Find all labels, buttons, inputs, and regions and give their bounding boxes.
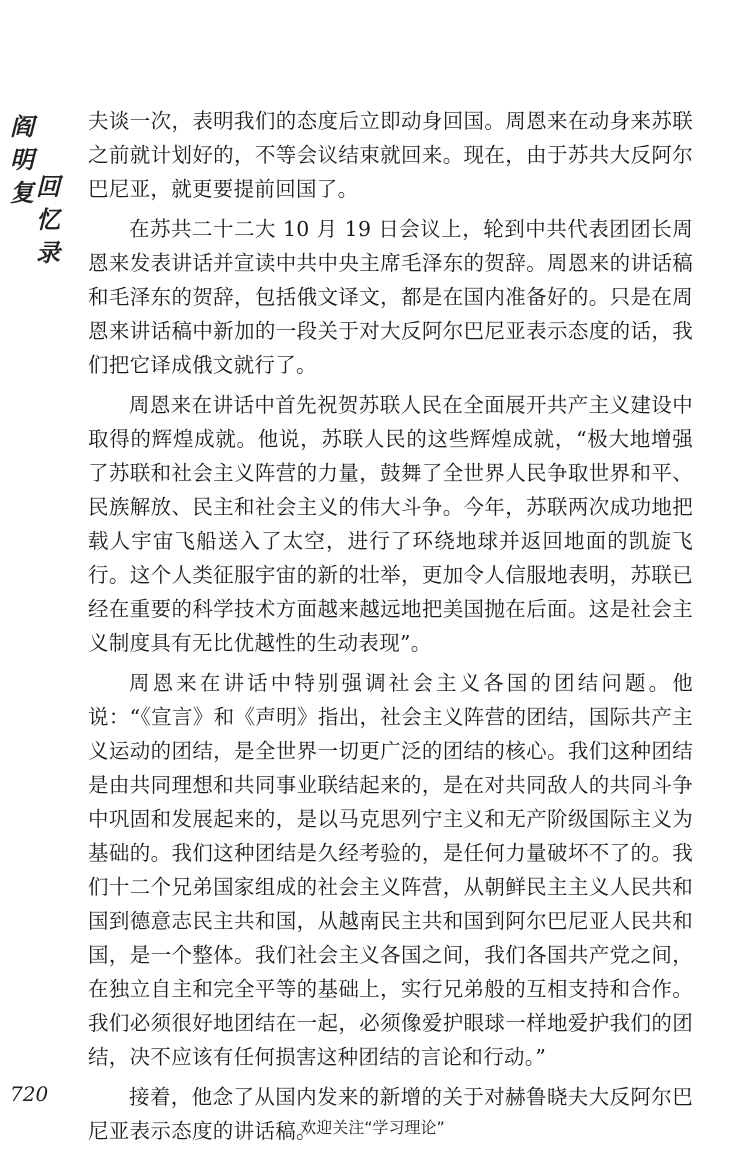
paragraph: 周恩来在讲话中首先祝贺苏联人民在全面展开共产主义建设中取得的辉煌成就。他说，苏联人民的这些辉煌成就，“极大地增强了苏联和社会主义阵营的力量，鼓舞了全世界人民争取世界和平、民族解放、民主和社会主义的伟大斗争。今年，苏联两次成功地把载人宇宙飞船送入了太空，进行了环绕地球并返回地面的凯旋飞行。这个人类征服宇宙的新的壮举，更加令人信服地表明，苏联已经在重要的科学技术方面越来越远地把美国抛在后面。这是社会主义制度具有无比优越性的生动表现”。: [88, 393, 693, 655]
title-char: 明: [10, 145, 34, 174]
paragraph: 周恩来在讲话中特别强调社会主义各国的团结问题。他说：“《宣言》和《声明》指出，社会主义阵营的团结，国际共产主义运动的团结，是全世界一切更广泛的团结的核心。我们这种团结是由共同理想和共同事业联结起来的，是在对共同敌人的共同斗争中巩固和发展起来的，是以马克思列宁主义和无产阶级国际主义为基础的。我们这种团结是久经考验的，是任何力量破坏不了的。我们十二个兄弟国家组成的社会主义阵营，从朝鲜民主主义人民共和国到德意志民主共和国，从越南民主共和国到阿尔巴尼亚人民共和国，是一个整体。我们社会主义各国之间，我们各国共产党之间，在独立自主和完全平等的基础上，实行兄弟般的互相支持和合作。我们必须很好地团结在一起，必须像爱护眼球一样地爱护我们的团结，决不应该有任何损害这种团结的言论和行动。”: [88, 671, 693, 1069]
book-title-memoir: [36, 110, 60, 269]
book-title-author: [10, 110, 34, 269]
paragraph: 接着，他念了从国内发来的新增的关于对赫鲁晓夫大反阿尔巴尼亚表示态度的讲话稿。: [88, 1085, 693, 1143]
footer-watermark: 欢迎关注“学习理论”: [300, 1118, 445, 1137]
page-number: 720: [10, 1082, 49, 1106]
title-char: 录: [36, 238, 60, 267]
title-char: 忆: [36, 205, 60, 234]
title-char: 复: [10, 178, 34, 207]
paragraph: 在苏共二十二大 10 月 19 日会议上，轮到中共代表团团长周恩来发表讲话并宣读中共中央主席毛泽东的贺辞。周恩来的讲话稿和毛泽东的贺辞，包括俄文译文，都是在国内准备好的。只是在周恩来讲话稿中新加的一段关于对大反阿尔巴尼亚表示态度的话，我们把它译成俄文就行了。: [88, 217, 693, 377]
book-title-vertical: [10, 110, 58, 269]
title-char: 回: [36, 172, 60, 201]
paragraph: 夫谈一次，表明我们的态度后立即动身回国。周恩来在动身来苏联之前就计划好的，不等会议结束就回来。现在，由于苏共大反阿尔巴尼亚，就更要提前回国了。: [88, 109, 693, 201]
title-char: 阎: [10, 112, 34, 141]
page-body: [88, 104, 693, 1148]
